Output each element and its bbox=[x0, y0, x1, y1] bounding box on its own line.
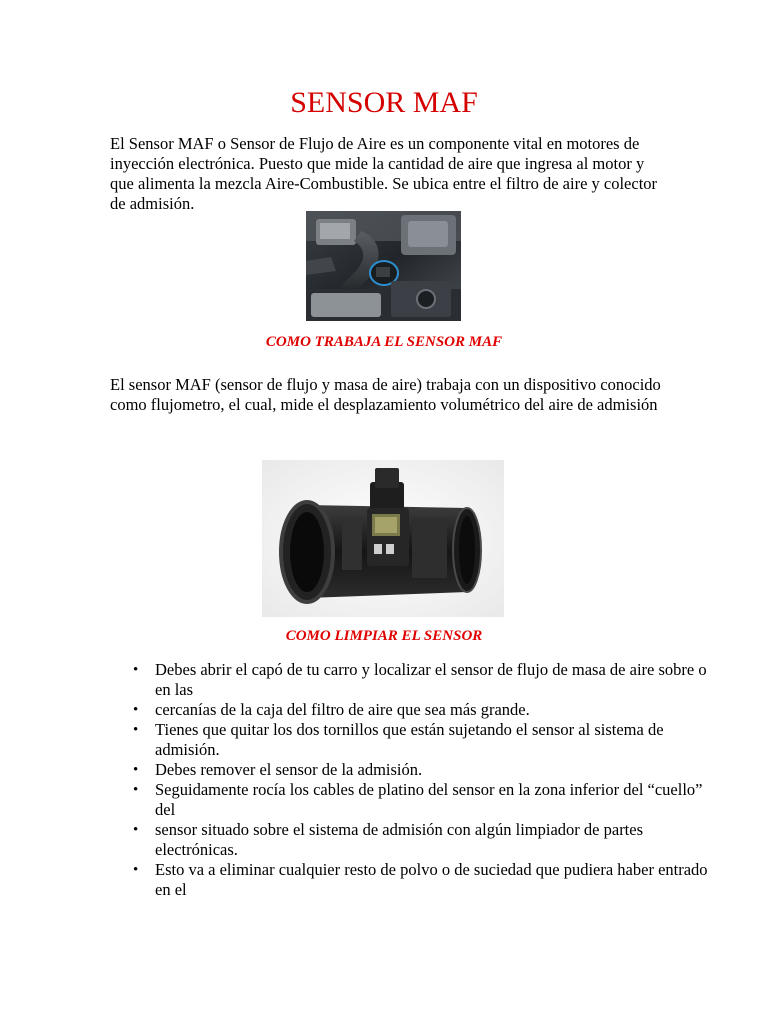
list-item: • Seguidamente rocía los cables de platino del sensor en la zona inferior del “cuello” del bbox=[155, 780, 715, 820]
page-title: SENSOR MAF bbox=[290, 86, 478, 119]
list-item: • Debes abrir el capó de tu carro y localizar el sensor de flujo de masa de aire sobre o en las bbox=[155, 660, 715, 700]
list-item: • Tienes que quitar los dos tornillos que están sujetando el sensor al sistema de admisión. bbox=[155, 720, 715, 760]
list-item: • Debes remover el sensor de la admisión. bbox=[155, 760, 715, 780]
maf-sensor-photo bbox=[262, 460, 504, 617]
engine-bay-photo bbox=[306, 211, 461, 321]
cleaning-steps-list bbox=[108, 660, 715, 900]
section-heading-how-to-clean: COMO LIMPIAR EL SENSOR bbox=[285, 628, 483, 644]
intro-paragraph: El Sensor MAF o Sensor de Flujo de Aire es un componente vital en motores de inyección electrónica. Puesto que mide la cantidad de aire que ingresa al motor y que alimenta la mezcla Aire-Combustible. Se ubica entre el filtro de aire y colector de admisión. bbox=[110, 134, 658, 213]
list-item: • sensor situado sobre el sistema de admisión con algún limpiador de partes electrónicas. bbox=[155, 820, 715, 860]
section-heading-how-it-works: COMO TRABAJA EL SENSOR MAF bbox=[265, 334, 503, 350]
list-item: • cercanías de la caja del filtro de aire que sea más grande. bbox=[155, 700, 715, 720]
how-it-works-paragraph: El sensor MAF (sensor de flujo y masa de aire) trabaja con un dispositivo conocido como flujometro, el cual, mide el desplazamiento volumétrico del aire de admisión bbox=[110, 375, 661, 414]
list-item: • Esto va a eliminar cualquier resto de polvo o de suciedad que pudiera haber entrado en el bbox=[155, 860, 715, 900]
